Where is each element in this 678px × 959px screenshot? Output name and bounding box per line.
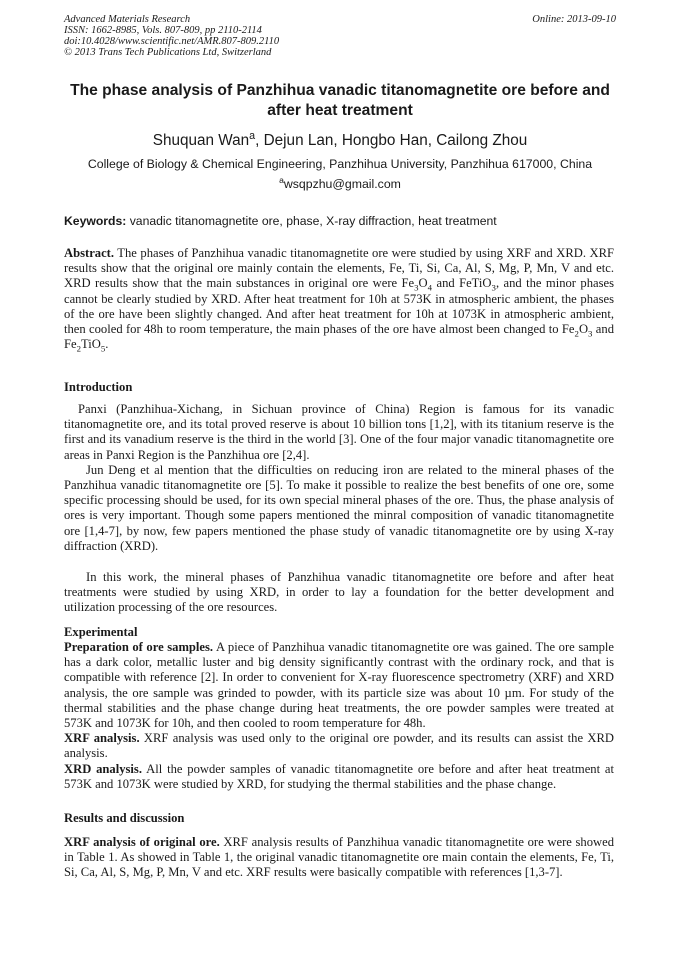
experimental-heading: Experimental: [64, 625, 138, 639]
xrf-results-text: XRF analysis results of Panzhihua vanadic titanomagnetite ore were showed in Table 1. As showed in Table 1, the original vanadic titanomagnetite ore main contain the elements, Fe, Ti, Si, Ca, Al, S, Mg, P, Mn, V and etc. XRF results were basically compatible with references [1,3-7].: [64, 835, 615, 880]
intro-paragraph-1: Panxi (Panzhihua-Xichang, in Sichuan province of China) Region is famous for its vanadic titanomagnetite ore, and its total proved reserve is about 10 billion tons [1,2], with its titanium reserve is the first and its vanadium reserve is the third in the world [3]. One of the four major vanadic titanomagnetite ore areas in Panxi Region is the Panzhihua ore [2,4].: [64, 402, 614, 462]
xrd-text: All the powder samples of vanadic titanomagnetite ore before and after heat treatment at 573K and 1073K were studied by XRD, for studying the thermal stabilities and the phase change.: [64, 761, 615, 791]
preparation-text: A piece of Panzhihua vanadic titanomagnetite ore was gained. The ore sample has a dark color, metallic luster and big density significantly contrast with the ordinary rock, and that is compatible with reference [2]. In order to convenient for X-ray fluorescence spectrometry (XRF) and XRD analysis, the ore sample was grinded to powder, with its particle size was about 10 µm. For study of the thermal stabilities and the phase change during heat treatments, the ore powder samples were treated at 573K and 1073K for 10h, and then cooled to room temperature for 48h.: [64, 640, 614, 731]
abstract-sub: 3: [491, 282, 496, 293]
copyright-line: © 2013 Trans Tech Publications Ltd, Switzerland: [64, 47, 272, 58]
xrf-paragraph: [64, 731, 614, 761]
xrf-text: XRF analysis was used only to the original ore powder, and its results can assist the XRD analysis.: [64, 731, 614, 761]
abstract-sub: 3: [588, 328, 593, 339]
abstract-text-5: O: [578, 322, 589, 337]
xrd-paragraph: [64, 762, 614, 792]
preparation-paragraph: [64, 640, 614, 731]
xrf-results-label: XRF analysis of original ore.: [64, 835, 220, 849]
contact-email: [64, 174, 616, 192]
xrd-label: XRD analysis.: [64, 761, 142, 776]
author-list: [64, 129, 616, 150]
affiliation: College of Biology & Chemical Engineering, Panzhihua University, Panzhihua 617000, China: [87, 157, 593, 171]
keywords: [64, 214, 616, 229]
abstract: [64, 246, 614, 352]
email-marker: a: [279, 174, 284, 185]
abstract-label: Abstract.: [64, 246, 115, 260]
xrf-label: XRF analysis.: [64, 731, 140, 746]
paper-title: The phase analysis of Panzhihua vanadic titanomagnetite ore before and after heat treatment: [70, 82, 610, 119]
keywords-text: vanadic titanomagnetite ore, phase, X-ray diffraction, heat treatment: [126, 214, 497, 228]
issn-line: ISSN: 1662-8985, Vols. 807-809, pp 2110-2114: [64, 25, 262, 36]
abstract-text-6: and Fe: [64, 322, 614, 352]
xrf-results-paragraph: [64, 835, 614, 881]
other-authors: , Dejun Lan, Hongbo Han, Cailong Zhou: [255, 132, 528, 149]
journal-header: [64, 14, 616, 58]
preparation-label: Preparation of ore samples.: [64, 640, 214, 654]
journal-name: Advanced Materials Research: [64, 14, 191, 25]
abstract-text-1: The phases of Panzhihua vanadic titanomagnetite ore were studied by using XRF and XRD. XRF results show that the original ore mainly contain the elements, Fe, Ti, Si, Ca, Al, S, Mg, P, Mn, V and etc. XRD results show that the main substances in original ore were Fe: [64, 246, 614, 291]
abstract-sub: 2: [76, 343, 81, 354]
abstract-text-2: O: [418, 276, 428, 291]
abstract-text-4: , and the minor phases cannot be clearly studied by XRD. After heat treatment for 10h at 573K in atmospheric ambient, the phases of the ore have been slightly changed. And after heat treatment for 10h at 1073K in atmospheric ambient, then cooled for 48h to room temperature, the main phases of the ore have almost been changed to Fe: [64, 276, 615, 337]
experimental-body: [64, 640, 614, 792]
author-marker: a: [249, 129, 256, 142]
abstract-sub: 4: [427, 282, 433, 293]
results-heading: Results and discussion: [64, 811, 185, 825]
introduction-body: [64, 402, 614, 554]
abstract-text-8: .: [105, 337, 109, 352]
online-date: Online: 2013-09-10: [532, 14, 616, 25]
abstract-sub: 3: [414, 282, 419, 293]
doi-line: doi:10.4028/www.scientific.net/AMR.807-809.2110: [64, 36, 280, 47]
email-address[interactable]: wsqpzhu@gmail.com: [283, 177, 401, 191]
intro-paragraph-3: In this work, the mineral phases of Panzhihua vanadic titanomagnetite ore before and after heat treatments were studied by using XRD, in order to lay a foundation for the better development and utilization processing of the ore resources.: [64, 570, 614, 615]
introduction-heading: Introduction: [64, 380, 133, 394]
first-author: Shuquan Wan: [152, 132, 250, 149]
keywords-label: Keywords:: [64, 214, 127, 228]
results-body: [64, 835, 614, 881]
abstract-text-7: TiO: [81, 337, 101, 352]
abstract-text-3: and FeTiO: [432, 276, 492, 291]
abstract-sub: 2: [574, 328, 579, 339]
intro-paragraph-3-block: [64, 570, 614, 616]
intro-paragraph-2: Jun Deng et al mention that the difficulties on reducing iron are related to the mineral phases of the Panzhihua vanadic titanomagnetite ore [5]. To make it possible to realize the best benefits of one ore, some specific processing should be used, for its own special mineral phases of the ore. Thus, the phase analysis of ores is very important. Though some papers mentioned the minral composition of vanadic titanomagnetite ore [1,4-7], by now, few papers mentioned the phase study of vanadic titanomagnetite ore by using X-ray diffraction (XRD).: [64, 462, 614, 553]
abstract-sub: 5: [100, 343, 106, 354]
